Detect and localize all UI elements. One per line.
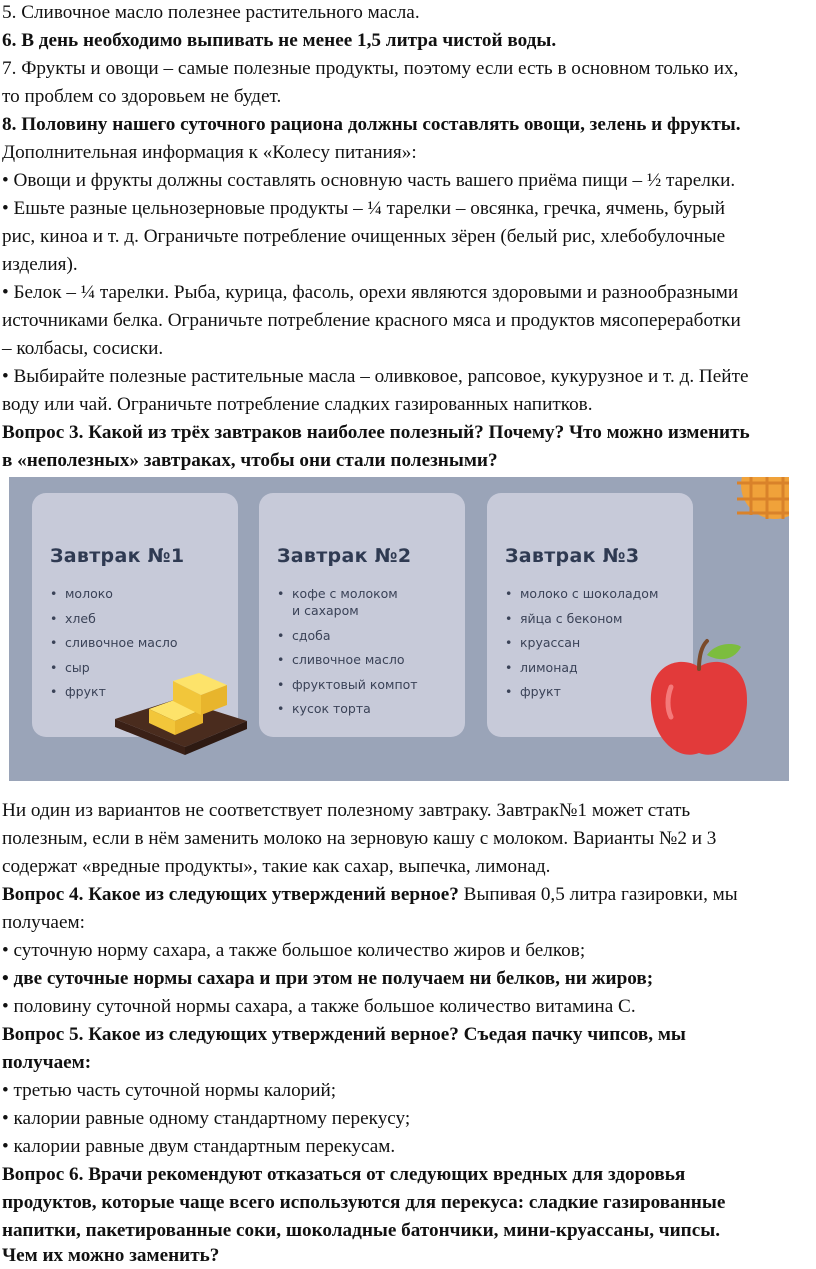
q4-option-3: • половину суточной нормы сахара, а также большое количество витамина С.	[2, 996, 636, 1017]
question-5: Вопрос 5. Какое из следующих утверждений верное? Съедая пачку чипсов, мы	[2, 1024, 686, 1045]
list-item: • яйца с беконом	[505, 610, 658, 627]
card-title: Завтрак №3	[505, 545, 640, 567]
question-4-text: Выпивая 0,5 литра газировки, мы	[458, 884, 738, 905]
list-item: • круассан	[505, 634, 658, 651]
question-4-label: Вопрос 4. Какое из следующих утверждений верное?	[2, 884, 459, 905]
list-item: • сливочное масло	[277, 651, 418, 668]
list-item: • кофе с молоком и сахаром	[277, 585, 418, 619]
list-item: • фруктовый компот	[277, 676, 418, 693]
info-item-3: • Белок – ¼ тарелки. Рыба, курица, фасоль, орехи являются здоровыми и разнообразными	[2, 282, 739, 303]
answer-line-3: содержат «вредные продукты», такие как сахар, выпечка, лимонад.	[2, 856, 551, 877]
q5-option-1: • третью часть суточной нормы калорий;	[2, 1080, 337, 1101]
statement-8: 8. Половину нашего суточного рациона должны составлять овощи, зелень и фрукты.	[2, 114, 741, 135]
breakfast-illustration	[9, 477, 789, 781]
q5-option-2: • калории равные одному стандартному перекусу;	[2, 1108, 411, 1129]
question-6-cont-2: напитки, пакетированные соки, шоколадные батончики, мини-круассаны, чипсы.	[2, 1220, 721, 1241]
answer-line-1: Ни один из вариантов не соответствует полезному завтраку. Завтрак№1 может стать	[2, 800, 691, 821]
apple-icon	[641, 637, 761, 767]
q5-option-3: • калории равные двум стандартным перекусам.	[2, 1136, 396, 1157]
list-item: • фрукт	[50, 683, 177, 700]
info-item-2-cont: рис, киноа и т. д. Ограничьте потребление очищенных зёрен (белый рис, хлебобулочные	[2, 226, 726, 247]
info-item-2-end: изделия).	[2, 254, 78, 275]
question-5-cont: получаем:	[2, 1052, 92, 1073]
question-6-cont-1: продуктов, которые чаще всего используются для перекуса: сладкие газированные	[2, 1192, 726, 1213]
list-item: • лимонад	[505, 659, 658, 676]
card-items	[277, 585, 418, 725]
butter-board-icon	[107, 669, 257, 759]
list-item: • сыр	[50, 659, 177, 676]
info-item-1: • Овощи и фрукты должны составлять основную часть вашего приёма пищи – ½ тарелки.	[2, 170, 736, 191]
q4-option-2: • две суточные нормы сахара и при этом не получаем ни белков, ни жиров;	[2, 968, 654, 989]
list-item: • молоко с шоколадом	[505, 585, 658, 602]
question-4-cont: получаем:	[2, 912, 85, 933]
question-6-cont-3: Чем их можно заменить?	[2, 1245, 220, 1266]
list-item: • сдоба	[277, 627, 418, 644]
statement-6: 6. В день необходимо выпивать не менее 1,5 литра чистой воды.	[2, 30, 557, 51]
card-title: Завтрак №2	[277, 545, 412, 567]
list-item: • хлеб	[50, 610, 177, 627]
info-item-3-cont: источниками белка. Ограничьте потребление красного мяса и продуктов мясопереработки	[2, 310, 741, 331]
info-item-3-end: – колбасы, сосиски.	[2, 338, 164, 359]
question-3-cont: в «неполезных» завтраках, чтобы они стали полезными?	[2, 450, 498, 471]
statement-5: 5. Сливочное масло полезнее растительного масла.	[2, 2, 420, 23]
question-6: Вопрос 6. Врачи рекомендуют отказаться от следующих вредных для здоровья	[2, 1164, 686, 1185]
card-title: Завтрак №1	[50, 545, 185, 567]
list-item: • молоко	[50, 585, 177, 602]
list-item: • сливочное масло	[50, 634, 177, 651]
question-3: Вопрос 3. Какой из трёх завтраков наиболее полезный? Почему? Что можно изменить	[2, 422, 750, 443]
statement-7-cont: то проблем со здоровьем не будет.	[2, 86, 282, 107]
waffle-icon	[737, 477, 789, 523]
answer-line-2: полезным, если в нём заменить молоко на зерновую кашу с молоком. Варианты №2 и 3	[2, 828, 717, 849]
breakfast-card-2	[259, 493, 465, 737]
info-item-2: • Ешьте разные цельнозерновые продукты – ¼ тарелки – овсянка, гречка, ячмень, бурый	[2, 198, 725, 219]
list-item: • фрукт	[505, 683, 658, 700]
card-items	[505, 585, 658, 708]
question-4	[2, 882, 738, 908]
q4-option-1: • суточную норму сахара, а также большое количество жиров и белков;	[2, 940, 586, 961]
info-heading: Дополнительная информация к «Колесу питания»:	[2, 142, 417, 163]
info-item-4-cont: воду или чай. Ограничьте потребление сладких газированных напитков.	[2, 394, 593, 415]
list-item: • кусок торта	[277, 700, 418, 717]
info-item-4: • Выбирайте полезные растительные масла – оливковое, рапсовое, кукурузное и т. д. Пейте	[2, 366, 749, 387]
statement-7: 7. Фрукты и овощи – самые полезные продукты, поэтому если есть в основном только их,	[2, 58, 739, 79]
